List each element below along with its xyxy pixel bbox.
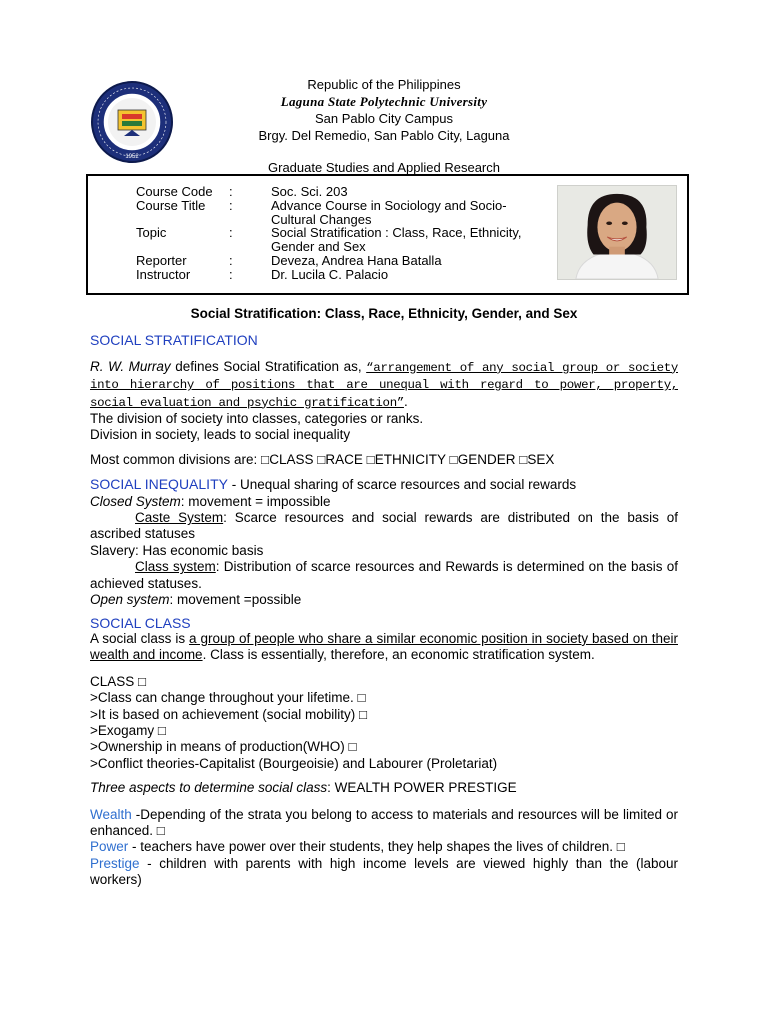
- social-class-underlined: a group of people who share a similar economic position in society based on their wealth and income: [90, 630, 678, 663]
- class-system-text: : Distribution of scarce resources and Rewards is determined on the basis of achieved statuses.: [90, 559, 678, 591]
- campus-line: San Pablo City Campus: [314, 111, 453, 126]
- course-info-table: [136, 185, 546, 282]
- slavery-line: Slavery: Has economic basis: [90, 542, 264, 558]
- reporter-label: Reporter: [136, 252, 187, 268]
- prestige-label: Prestige: [90, 855, 140, 871]
- open-system-label: Open system: [90, 592, 170, 608]
- reporter-row: [136, 254, 546, 268]
- republic-line: Republic of the Philippines: [307, 77, 461, 92]
- class-item: >It is based on achievement (social mobility) □: [90, 706, 368, 722]
- murray-text: defines Social Stratification as,: [170, 358, 367, 374]
- course-title-label: Course Title: [136, 197, 206, 213]
- class-item: >Class can change throughout your lifetime. □: [90, 690, 366, 706]
- social-inequality-text: - Unequal sharing of scarce resources and social rewards: [227, 477, 577, 493]
- class-system-label: Class system: [135, 559, 216, 575]
- prestige-text: - children with parents with high income levels are viewed highly than the (labour workers): [90, 855, 678, 888]
- course-code-row: [136, 185, 546, 199]
- university-name: Laguna State Polytechnic University: [280, 94, 488, 109]
- caste-system-line: [90, 510, 678, 543]
- wealth-paragraph: [90, 807, 678, 840]
- university-seal-logo: [90, 80, 174, 164]
- document-title: Social Stratification: Class, Race, Ethnicity, Gender, and Sex: [190, 306, 578, 321]
- reporter-value: Deveza, Andrea Hana Batalla: [271, 252, 442, 268]
- three-aspects-text: : WEALTH POWER PRESTIGE: [327, 780, 517, 796]
- class-item: >Conflict theories-Capitalist (Bourgeoisie) and Labourer (Proletariat): [90, 755, 498, 771]
- instructor-value: Dr. Lucila C. Palacio: [271, 266, 389, 282]
- colon: :: [229, 197, 233, 213]
- course-code-label: Course Code: [136, 184, 213, 199]
- closed-system-text: : movement = impossible: [180, 493, 331, 509]
- instructor-row: [136, 268, 546, 282]
- colon: :: [229, 266, 233, 282]
- topic-label: Topic: [136, 225, 167, 241]
- heading-social-class: SOCIAL CLASS: [90, 614, 191, 631]
- class-system-line: [90, 559, 678, 592]
- murray-quote: “arrangement of any social group or society into hierarchy of positions that are unequal with regard to power, property, social evaluation and psychic gratification”: [90, 360, 678, 410]
- social-inequality-paragraph: [90, 476, 678, 493]
- department-line: Graduate Studies and Applied Research: [268, 160, 500, 175]
- class-item: >Exogamy □: [90, 722, 167, 738]
- common-divisions: Most common divisions are: □CLASS □RACE □ETHNICITY □GENDER □SEX: [90, 451, 555, 467]
- inequality-line: Division in society, leads to social inequality: [90, 427, 351, 443]
- topic-row: [136, 226, 546, 254]
- three-aspects-line: [90, 780, 678, 796]
- class-item: >Ownership in means of production(WHO) □: [90, 739, 357, 755]
- murray-name: R. W. Murray: [90, 358, 171, 374]
- power-label: Power: [90, 839, 129, 855]
- seal-year: 1952: [125, 154, 139, 160]
- three-aspects-label: Three aspects to determine social class: [90, 780, 328, 796]
- address-line: Brgy. Del Remedio, San Pablo City, Laguna: [258, 128, 510, 143]
- heading-social-inequality: SOCIAL INEQUALITY: [90, 476, 228, 493]
- course-code-value: Soc. Sci. 203: [271, 184, 348, 199]
- social-class-post: . Class is essentially, therefore, an economic stratification system.: [202, 647, 595, 663]
- murray-definition: [90, 359, 678, 411]
- closed-system-line: [90, 494, 678, 510]
- caste-system-label: Caste System: [135, 510, 224, 526]
- open-system-line: [90, 592, 678, 608]
- prestige-paragraph: [90, 856, 678, 889]
- topic-value: Social Stratification : Class, Race, Ethnicity, Gender and Sex: [271, 225, 522, 255]
- division-line: The division of society into classes, categories or ranks.: [90, 411, 424, 427]
- reporter-photo: [557, 185, 677, 280]
- power-paragraph: [90, 839, 678, 855]
- class-heading: CLASS □: [90, 673, 147, 689]
- document-body: [90, 306, 678, 889]
- social-class-definition: [90, 631, 678, 664]
- social-class-pre: A social class is: [90, 630, 190, 646]
- heading-social-stratification: SOCIAL STRATIFICATION: [90, 332, 258, 349]
- caste-system-text: : Scarce resources and social rewards are distributed on the basis of ascribed statuses: [90, 510, 678, 542]
- colon: :: [229, 225, 233, 241]
- wealth-label: Wealth: [90, 806, 132, 822]
- course-title-row: [136, 199, 546, 227]
- power-text: - teachers have power over their students, they help shapes the lives of children. □: [128, 839, 625, 855]
- closed-system-label: Closed System: [90, 493, 181, 509]
- instructor-label: Instructor: [136, 266, 191, 282]
- murray-end: .: [403, 393, 408, 409]
- colon: :: [229, 252, 233, 268]
- open-system-text: : movement =possible: [169, 592, 302, 608]
- wealth-text: -Depending of the strata you belong to access to materials and resources will be limited or enhanced. □: [90, 806, 678, 838]
- course-title-value: Advance Course in Sociology and Socio-Cultural Changes: [271, 197, 507, 227]
- colon: :: [229, 184, 233, 199]
- course-info-box: [86, 174, 689, 295]
